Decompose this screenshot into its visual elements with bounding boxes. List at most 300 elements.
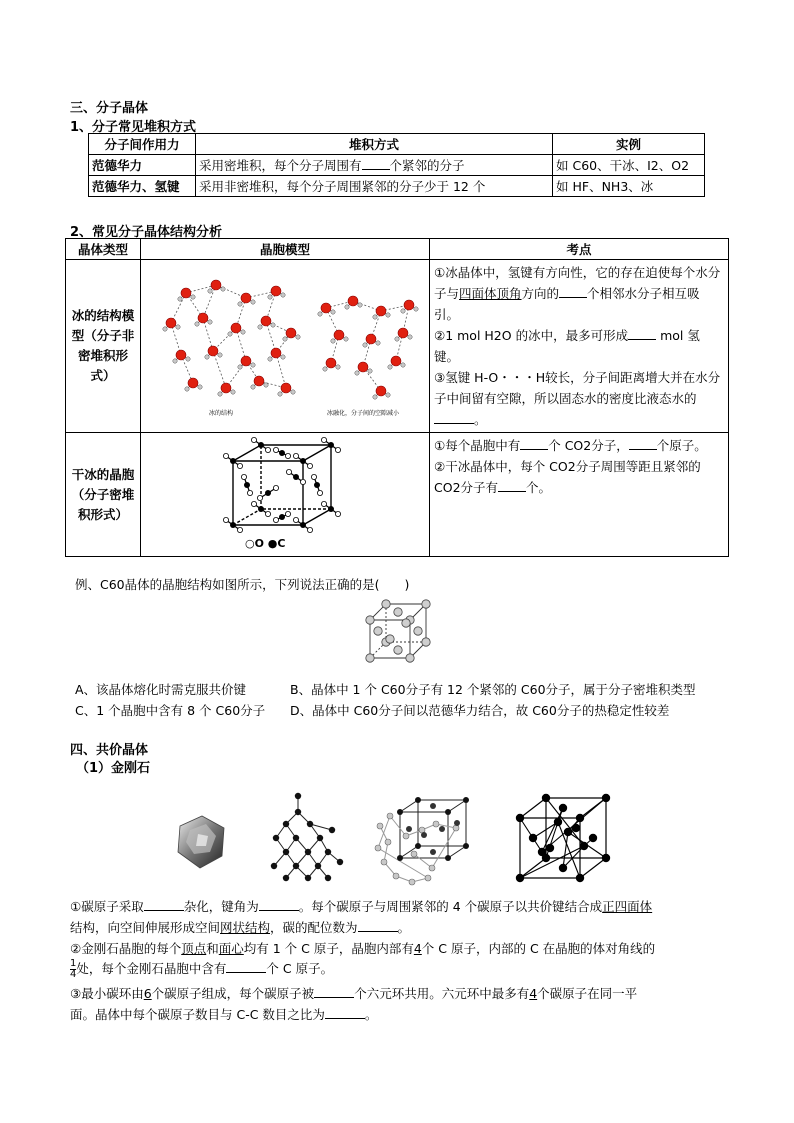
hydrogen-atom [218, 352, 222, 356]
carbon-atom [406, 826, 412, 832]
diamond-line-4 [70, 959, 730, 980]
carbon-atom [385, 839, 391, 845]
underlined-text: 面心 [218, 941, 244, 956]
oxygen-atom [223, 453, 228, 458]
oxygen-atom [311, 474, 316, 479]
hydrogen-atom [198, 384, 202, 388]
hydrogen-atom [228, 331, 232, 335]
diamond-3d-network [370, 792, 470, 888]
option-d[interactable]: D、晶体中 C60分子间以范德华力结合，故 C60分子的热稳定性较差 [290, 703, 670, 718]
ice-point-1: ①冰晶体中，氢键有方向性，它的存在迫使每个水分子与 [434, 265, 721, 301]
carbon-atom [559, 804, 567, 812]
dryice-points-cell [430, 433, 729, 557]
diamond-tetrahedral-network [258, 790, 354, 886]
table1-cell-force: 范德华力、氢键 [89, 176, 196, 197]
diamond-line-2 [70, 917, 730, 938]
hydrogen-atom [331, 338, 335, 342]
oxygen-atom [317, 490, 322, 495]
hydrogen-atom [208, 288, 212, 292]
oxygen-atom [241, 356, 251, 366]
oxygen-atom [376, 386, 386, 396]
carbon-atom [258, 442, 264, 448]
dryice-model-cell [141, 433, 430, 557]
underlined-text: 6 [143, 986, 152, 1001]
hydrogen-atom [331, 309, 335, 313]
hydrogen-atom [258, 324, 262, 328]
cell-edge [303, 509, 331, 525]
carbon-atom [295, 809, 301, 815]
section3-title: 三、分子晶体 [70, 101, 149, 116]
hydrogen-atom [264, 382, 268, 386]
text: ，碳的配位数为 [270, 920, 358, 935]
hydrogen-atom [251, 299, 255, 303]
c60-molecule [422, 600, 430, 608]
carbon-atom [293, 835, 299, 841]
cell-edge [448, 800, 466, 812]
section3-sub2: 2、常见分子晶体结构分析 [70, 225, 223, 240]
carbon-atom [305, 875, 311, 881]
carbon-atom [258, 506, 264, 512]
oxygen-atom [231, 323, 241, 333]
c60-molecule [414, 627, 422, 635]
fill-blank[interactable] [559, 285, 587, 298]
c60-molecule [394, 646, 402, 654]
table-row [66, 433, 729, 557]
option-a[interactable]: A、该晶体熔化时需克服共价键 [75, 682, 247, 697]
ice-structure-diagram [141, 263, 429, 427]
ice-caption-right: 冰融化，分子间的空隙减小 [326, 409, 400, 417]
oxygen-atom [251, 501, 256, 506]
carbon-atom [430, 849, 436, 855]
hydrogen-atom [173, 358, 177, 362]
diamond-text [70, 896, 730, 1025]
oxygen-atom [181, 288, 191, 298]
hydrogen-atom [318, 311, 322, 315]
option-b[interactable]: B、晶体中 1 个 C60分子有 12 个紧邻的 C60分子，属于分子密堆积类型 [290, 682, 696, 697]
ice-model-cell [141, 260, 430, 433]
oxygen-atom [257, 495, 262, 500]
diamond-cell-lattice [516, 794, 610, 882]
diamond-net-1 [271, 793, 343, 881]
carbon-atom [546, 844, 554, 852]
oxygen-atom [391, 356, 401, 366]
table-row [66, 260, 729, 433]
carbon-atom [397, 855, 403, 861]
ice-point-3: ③氢键 H-O・・・H较长，分子间距离增大并在水分子中间留有空隙，所以固态水的密度比液态水的 [434, 370, 721, 406]
underlined-text: 网状结构 [220, 920, 271, 935]
carbon-atom [300, 458, 306, 464]
text: ②金刚石晶胞的每个 [70, 941, 182, 956]
method-text: 采用密堆积，每个分子周围有 [199, 158, 362, 173]
cell-edge [400, 800, 418, 812]
fill-blank[interactable] [314, 985, 354, 998]
carbon-atom [516, 874, 524, 882]
ice-caption-left: 冰的结构 [208, 409, 234, 417]
hydrogen-atom [363, 342, 367, 346]
fill-blank[interactable] [144, 898, 184, 911]
carbon-atom [415, 843, 421, 849]
carbon-atom [295, 793, 301, 799]
underlined-text: 4 [529, 986, 538, 1001]
underlined-text: 顶点 [181, 941, 207, 956]
text: 面。晶体中每个碳原子数目与 C-C 数目之比为 [70, 1007, 325, 1022]
oxygen-atom [348, 296, 358, 306]
text: 。每个碳原子与周围紧邻的 4 个碳原子以共价键结合成 [298, 899, 603, 914]
dry-ice-lattice [223, 437, 340, 532]
text: 个碳原子组成，每个碳原子被 [151, 986, 315, 1001]
dryice-point-1c: 个原子。 [656, 438, 707, 453]
hydrogen-atom [345, 304, 349, 308]
fill-blank[interactable] [520, 437, 548, 450]
carbon-atom [529, 834, 537, 842]
carbon-atom [387, 813, 393, 819]
oxygen-atom [198, 313, 208, 323]
hydrogen-atom [195, 321, 199, 325]
oxygen-atom [286, 328, 296, 338]
oxygen-atom [321, 501, 326, 506]
oxygen-atom [273, 485, 278, 490]
example-question: 例、C60晶体的晶胞结构如图所示，下列说法正确的是( ) [75, 577, 410, 592]
oxygen-atom [293, 453, 298, 458]
cc-bond [432, 828, 456, 868]
crystal-table [65, 238, 729, 557]
fill-blank[interactable] [259, 898, 299, 911]
carbon-atom [271, 863, 277, 869]
section4-title: 四、共价晶体 [70, 743, 149, 758]
oxygen-atom [188, 378, 198, 388]
hydrogen-atom [408, 334, 412, 338]
carbon-atom [576, 814, 584, 822]
ice-point-2: ②1 mol H2O 的冰中，最多可形成 [434, 328, 629, 343]
fill-blank[interactable] [498, 479, 526, 492]
c60-cell-diagram [362, 598, 436, 664]
hydrogen-atom [191, 294, 195, 298]
c60-molecule [394, 608, 402, 616]
ice-type-cell: 冰的结构模型（分子非密堆积形式） [66, 260, 141, 433]
table1-cell-force: 范德华力 [89, 155, 196, 176]
carbon-atom [230, 522, 236, 528]
oxygen-atom [254, 376, 264, 386]
carbon-atom [300, 522, 306, 528]
carbon-atom [409, 879, 415, 885]
underlined-text: 4 [413, 941, 422, 956]
cell-edge [580, 858, 606, 878]
hydrogen-atom [373, 394, 377, 398]
text: 。 [364, 1007, 378, 1022]
oxygen-atom [358, 362, 368, 372]
text: 结构，向空间伸展形成空间 [70, 920, 221, 935]
table1-header-force: 分子间作用力 [89, 134, 196, 155]
text: 个 C 原子，内部的 C 在晶胞的体对角线的 [421, 941, 656, 956]
oxygen-atom [166, 318, 176, 328]
text: 杂化，键角为 [183, 899, 259, 914]
oxygen-atom [265, 447, 270, 452]
text: ①碳原子采取 [70, 899, 144, 914]
carbon-atom [273, 835, 279, 841]
oxygen-atom [366, 334, 376, 344]
hydrogen-atom [358, 302, 362, 306]
fill-blank[interactable] [434, 411, 474, 424]
oxygen-atom [286, 469, 291, 474]
hydrogen-atom [163, 326, 167, 330]
table-row [89, 155, 705, 176]
oxygen-atom [307, 527, 312, 532]
carbon-atom [602, 794, 610, 802]
hydrogen-atom [336, 364, 340, 368]
dry-ice-cell-diagram [141, 433, 429, 553]
table1-cell-example: 如 C60、干冰、I2、O2 [553, 155, 705, 176]
carbon-atom [377, 823, 383, 829]
fraction-numerator: 1 [70, 958, 77, 969]
hydrogen-atom [186, 356, 190, 360]
hydrogen-atom [373, 314, 377, 318]
oxygen-atom [285, 511, 290, 516]
carbon-atom [397, 809, 403, 815]
carbon-atom [453, 825, 459, 831]
section3-sub1: 1、分子常见堆积方式 [70, 120, 197, 135]
hydrogen-atom [205, 354, 209, 358]
fill-blank[interactable] [628, 327, 656, 340]
oxygen-atom [241, 293, 251, 303]
hydrogen-atom [251, 362, 255, 366]
diamond-line-6 [70, 1004, 730, 1025]
oxygen-atom [221, 383, 231, 393]
diamond-line-5 [70, 983, 730, 1004]
table1-header-example: 实例 [553, 134, 705, 155]
hydrogen-atom [395, 336, 399, 340]
oxygen-atom [251, 437, 256, 442]
oxygen-atom [265, 511, 270, 516]
carbon-atom [576, 874, 584, 882]
diamond-line-3 [70, 938, 730, 959]
oxygen-atom [223, 517, 228, 522]
underlined-text: 正四面体 [602, 899, 653, 914]
oxygen-atom [321, 437, 326, 442]
hydrogen-atom [178, 296, 182, 300]
ice-point-1-underline: 四面体顶角 [459, 286, 522, 301]
hydrogen-atom [355, 370, 359, 374]
c60-molecule [422, 638, 430, 646]
oxygen-atom [271, 348, 281, 358]
carbon-atom [293, 474, 299, 480]
fill-blank[interactable] [358, 919, 398, 932]
table2-header-model: 晶胞模型 [141, 239, 430, 260]
carbon-atom [538, 848, 546, 856]
hydrogen-atom [414, 306, 418, 310]
hydrogen-atom [401, 308, 405, 312]
cc-bond [414, 854, 432, 868]
hydrogen-atom [251, 384, 255, 388]
oxygen-atom [281, 383, 291, 393]
cell-edge [520, 858, 546, 878]
ice-point-2b: mol 氢键。 [434, 328, 700, 364]
carbon-atom [325, 875, 331, 881]
text: ③最小碳环由 [70, 986, 144, 1001]
ice-lattice-left [163, 280, 300, 396]
table2-header-type: 晶体类型 [66, 239, 141, 260]
hydrogen-atom [376, 340, 380, 344]
text: 个六元环共用。六元环中最多有 [354, 986, 530, 1001]
carbon-atom [439, 826, 445, 832]
oxygen-atom [300, 479, 305, 484]
c60-molecule [366, 654, 374, 662]
carbon-atom [244, 482, 250, 488]
c60-molecule [382, 600, 390, 608]
carbon-atom [403, 833, 409, 839]
carbon-atom [328, 506, 334, 512]
hydrogen-atom [368, 368, 372, 372]
carbon-atom [516, 814, 524, 822]
carbon-atom [279, 450, 285, 456]
fill-blank[interactable] [325, 1006, 365, 1019]
hydrogen-atom [323, 366, 327, 370]
oxygen-atom [335, 511, 340, 516]
carbon-atom [421, 832, 427, 838]
dryice-point-1b: 个 CO2分子， [548, 438, 629, 453]
hydrogen-atom [241, 329, 245, 333]
oxygen-atom [404, 300, 414, 310]
ice-point-3b: 。 [474, 412, 487, 427]
ice-points-cell [430, 260, 729, 433]
oxygen-atom [293, 517, 298, 522]
hydrogen-atom [271, 322, 275, 326]
hydrogen-atom [231, 389, 235, 393]
hydrogen-atom [386, 392, 390, 396]
oxygen-atom [334, 330, 344, 340]
oxygen-atom [273, 447, 278, 452]
method-text-2: 个紧邻的分子 [389, 158, 465, 173]
oxygen-atom [376, 306, 386, 316]
carbon-atom [325, 849, 331, 855]
ice-lattice-right [318, 296, 418, 399]
carbon-atom [554, 818, 562, 826]
cell-edge [233, 509, 261, 525]
oxygen-atom [273, 517, 278, 522]
oxygen-atom [247, 490, 252, 495]
hydrogen-atom [221, 286, 225, 290]
carbon-atom [230, 458, 236, 464]
text: 处，每个金刚石晶胞中含有 [76, 961, 227, 976]
carbon-atom [411, 851, 417, 857]
hydrogen-atom [291, 389, 295, 393]
diamond-gem-image [170, 812, 230, 872]
carbon-atom [454, 820, 460, 826]
c60-molecule [366, 616, 374, 624]
oxygen-atom [208, 346, 218, 356]
c60-molecule [374, 627, 382, 635]
hydrogen-atom [238, 364, 242, 368]
table-row [89, 176, 705, 197]
fill-blank[interactable] [362, 157, 390, 170]
table1-header-method: 堆积方式 [196, 134, 553, 155]
oxygen-atom [335, 447, 340, 452]
carbon-atom [283, 875, 289, 881]
carbon-atom [305, 849, 311, 855]
carbon-atom [542, 794, 550, 802]
cell-edge [520, 798, 546, 818]
oxygen-atom [285, 453, 290, 458]
carbon-atom [445, 855, 451, 861]
option-c[interactable]: C、1 个晶胞中含有 8 个 C60分子 [75, 703, 266, 718]
fill-blank[interactable] [226, 960, 266, 973]
hydrogen-atom [281, 354, 285, 358]
oxygen-atom [398, 328, 408, 338]
dryice-point-2: ②干冰晶体中，每个 CO2分子周围等距且紧邻的 CO2分子有 [434, 459, 701, 495]
cc-bond [390, 816, 406, 836]
carbon-atom [328, 442, 334, 448]
text: 均有 1 个 C 原子，晶胞内部有 [243, 941, 414, 956]
oxygen-atom [241, 474, 246, 479]
hydrogen-atom [344, 336, 348, 340]
carbon-atom [317, 835, 323, 841]
carbon-atom [559, 864, 567, 872]
carbon-atom [279, 514, 285, 520]
dryice-type-cell: 干冰的晶胞（分子密堆积形式） [66, 433, 141, 557]
oxygen-atom [176, 350, 186, 360]
oxygen-atom [307, 463, 312, 468]
oxygen-atom [271, 286, 281, 296]
carbon-atom [393, 873, 399, 879]
carbon-atom [433, 821, 439, 827]
carbon-atom [315, 863, 321, 869]
oxygen-atom [326, 358, 336, 368]
carbon-atom [602, 854, 610, 862]
cell-edge [448, 846, 466, 858]
c60-lattice [366, 600, 430, 662]
table1-cell-method [196, 155, 553, 176]
diamond-net-2 [375, 797, 469, 885]
hydrogen-atom [388, 364, 392, 368]
carbon-atom [375, 845, 381, 851]
carbon-atom [564, 828, 572, 836]
hydrogen-atom [401, 362, 405, 366]
section4-sub1: （1）金刚石 [76, 761, 151, 776]
oxygen-atom [261, 316, 271, 326]
fill-blank[interactable] [629, 437, 657, 450]
hydrogen-atom [278, 391, 282, 395]
dryice-point-1: ①每个晶胞中有 [434, 438, 521, 453]
carbon-atom [307, 821, 313, 827]
hydrogen-atom [281, 292, 285, 296]
carbon-atom [337, 859, 343, 865]
cell-edge [233, 445, 261, 461]
ice-point-1c: 个相邻水分子相互吸引。 [434, 286, 700, 322]
carbon-atom [429, 865, 435, 871]
dry-ice-legend: ○O ●C [245, 537, 286, 550]
fraction-denominator: 4 [70, 969, 77, 980]
text: 个 C 原子。 [266, 961, 334, 976]
table2-header-points: 考点 [430, 239, 729, 260]
hydrogen-atom [208, 319, 212, 323]
carbon-atom [425, 875, 431, 881]
text: 和 [206, 941, 219, 956]
carbon-atom [430, 803, 436, 809]
carbon-atom [283, 849, 289, 855]
carbon-atom [572, 824, 580, 832]
hydrogen-atom [218, 391, 222, 395]
carbon-atom [329, 827, 335, 833]
hydrogen-atom [176, 324, 180, 328]
carbon-atom [580, 842, 588, 850]
carbon-atom [293, 863, 299, 869]
carbon-atom [463, 843, 469, 849]
c60-molecule [386, 635, 394, 643]
hydrogen-atom [185, 386, 189, 390]
hydrogen-atom [268, 294, 272, 298]
hydrogen-atom [296, 334, 300, 338]
text: 。 [397, 920, 411, 935]
hydrogen-atom [238, 301, 242, 305]
